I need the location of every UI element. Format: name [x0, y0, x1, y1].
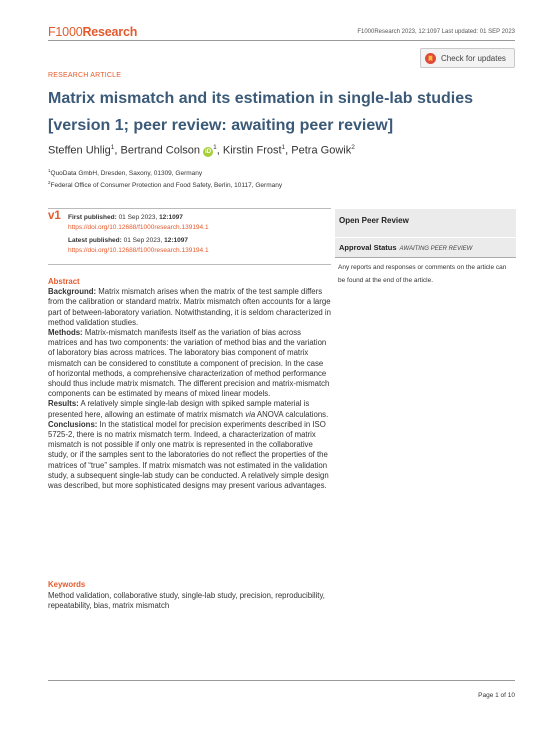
author-name[interactable]: Kirstin Frost — [222, 144, 282, 157]
orcid-icon[interactable]: iD — [205, 148, 212, 155]
footer-divider — [48, 680, 515, 681]
abstract-heading: Abstract — [48, 277, 80, 286]
author-name[interactable]: Bertrand Colson — [120, 144, 201, 157]
version-label: v1 — [48, 210, 61, 222]
affiliation: $^1$QuoData GmbH, Dresden, Saxony, 01309, Germany — [48, 168, 203, 178]
latest-published: Latest published: 01 Sep 2023, 12:1097 https://doi.org/10.12688/f1000research.139194.1 — [68, 237, 209, 254]
header-meta: F1000Research 2023, 12:1097 Last updated: 01 SEP 2023 — [357, 29, 515, 35]
check-for-updates-label: Check for updates — [441, 53, 506, 63]
check-for-updates-button[interactable] — [420, 48, 515, 68]
abstract-methods: Methods: Matrix-mismatch manifests itself as the variation of bias across matrices and has two components: the variation of method bias and the variation of laboratory bias across matrices. The laboratory bias component of matrix mismatch can be considered to constitute a component of precision. In the case of horizontal methods, a comprehensive characterization of method performance should thus include matrix mismatch. The different precision and matrix-mismatch components can be estimated by means of mixed linear models. — [48, 328, 330, 399]
approval-status: Approval Status AWAITING PEER REVIEW — [335, 237, 516, 257]
keywords-heading: Keywords — [48, 580, 86, 589]
page-number: Page 1 of 10 — [478, 692, 515, 699]
section-divider — [48, 208, 331, 209]
journal-logo: F1000Research — [48, 25, 138, 39]
keywords-text: Method validation, collaborative study, single-lab study, precision, reproducibility, repeatability, bias, matrix mismatch — [48, 591, 325, 611]
first-published: First published: 01 Sep 2023, 12:1097 https://doi.org/10.12688/f1000research.139194.1 — [68, 214, 209, 231]
peer-review-note: Any reports and responses or comments on the article can be found at the end of the article. — [338, 264, 507, 284]
author-list: Steffen Uhlig$^1$, Bertrand Colson $iD^1$, Kirstin Frost$^1$, Petra Gowik$^2$ — [48, 144, 355, 157]
first-doi-link[interactable]: https://doi.org/10.12688/f1000research.139194.1 — [68, 224, 209, 231]
section-divider — [48, 264, 331, 265]
author-name[interactable]: Steffen Uhlig — [48, 144, 111, 157]
status-badge: AWAITING PEER REVIEW — [399, 246, 473, 252]
peer-review-divider — [335, 257, 516, 258]
article-title: Matrix mismatch and its estimation in single-lab studies [version 1; peer review: awaiting peer review] — [48, 90, 473, 134]
affiliation: $^2$Federal Office of Consumer Protection and Food Safety, Berlin, 10117, Germany — [48, 180, 283, 190]
latest-doi-link[interactable]: https://doi.org/10.12688/f1000research.139194.1 — [68, 247, 209, 254]
open-peer-review-heading: Open Peer Review — [335, 209, 516, 237]
article-type: RESEARCH ARTICLE — [48, 72, 122, 79]
abstract-background: Background: Matrix mismatch arises when the matrix of the test sample differs from the calibration or standard matrix. Matrix mismatch often accounts for a large part of between-laboratory variation. Notwithstanding, it is seldom characterized in method validation studies. — [48, 287, 331, 327]
header-divider — [48, 40, 515, 41]
abstract-results: Results: A relatively simple single-lab design with spiked sample material is presented here, allowing an estimate of matrix mismatch via ANOVA calculations. — [48, 399, 329, 419]
author-name[interactable]: Petra Gowik — [291, 144, 352, 157]
abstract-conclusions: Conclusions: In the statistical model for precision experiments described in ISO 5725-2, there is no matrix mismatch term. Indeed, a characterization of matrix mismatch is not possible if only one matrix is represented in the collaborative study, or if the samples sent to the laboratories do not reflect the properties of the matrices of “true” samples. If matrix mismatch was not estimated in the validation study, a subsequent single-lab study can be conducted. A relatively simple design was described, but more sophisticated designs may present various advantages. — [48, 419, 329, 491]
bookmark-icon — [425, 53, 436, 64]
abstract — [48, 277, 331, 491]
